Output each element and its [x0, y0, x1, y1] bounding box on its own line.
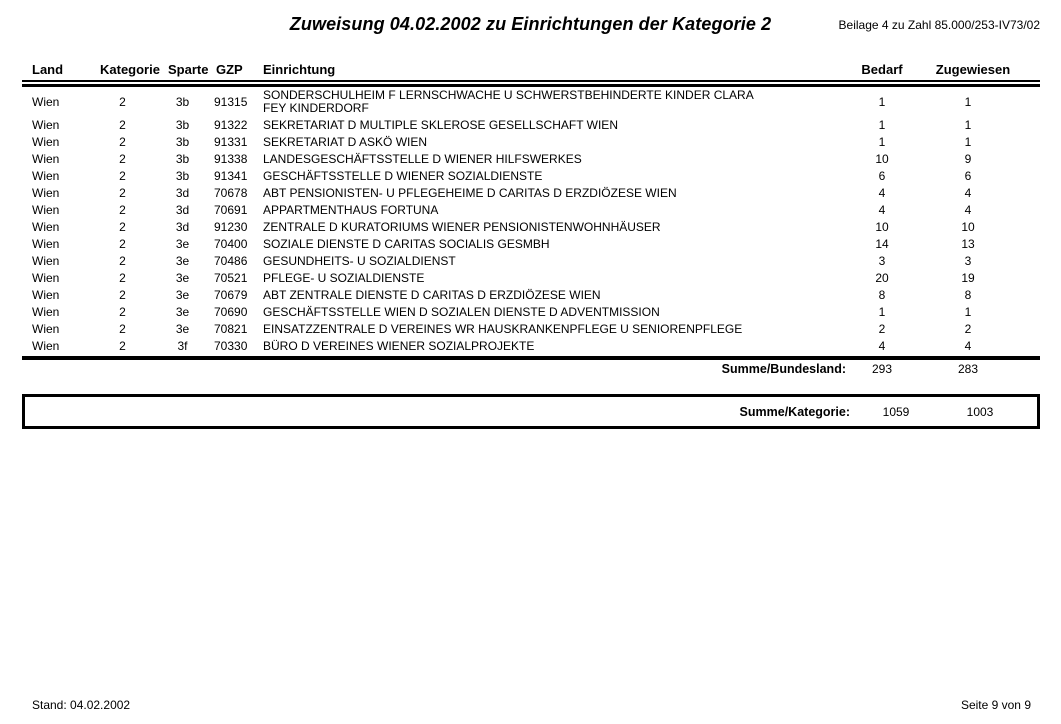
cell-einrichtung: BÜRO D VEREINES WIENER SOZIALPROJEKTE: [263, 339, 535, 353]
cell-zugewiesen: 4: [964, 203, 972, 217]
table-row: [22, 87, 1040, 117]
cell-einrichtung: SEKRETARIAT D MULTIPLE SKLEROSE GESELLSCHAFT WIEN: [263, 118, 618, 132]
cell-zugewiesen: 10: [961, 220, 975, 234]
cell-bedarf: 1: [878, 118, 886, 132]
cell-kategorie: 2: [119, 94, 126, 109]
table-row: [22, 134, 1040, 151]
col-header-land: Land: [22, 62, 92, 81]
table-row: [22, 151, 1040, 168]
cell-gzp: 70678: [214, 186, 248, 200]
cell-land: Wien: [32, 339, 60, 353]
col-header-einrichtung: Einrichtung: [261, 62, 858, 81]
table-row: [22, 117, 1040, 134]
cell-sparte: 3e: [175, 237, 190, 251]
table-row: [22, 202, 1040, 219]
cell-bedarf: 1: [878, 135, 886, 149]
reference-annotation: Beilage 4 zu Zahl 85.000/253-IV73/02: [838, 18, 1040, 32]
cell-bedarf: 1: [878, 94, 886, 109]
cell-gzp: 91322: [214, 118, 248, 132]
cell-sparte: 3b: [175, 135, 190, 149]
cell-bedarf: 8: [878, 288, 886, 302]
cell-einrichtung: GESUNDHEITS- U SOZIALDIENST: [263, 254, 456, 268]
sum-kategorie-zugewiesen: 1003: [966, 404, 994, 419]
cell-sparte: 3b: [175, 118, 190, 132]
cell-gzp: 91331: [214, 135, 248, 149]
cell-sparte: 3e: [175, 254, 190, 268]
table-header: [22, 62, 1040, 87]
table-row: [22, 168, 1040, 185]
sum-kategorie-bedarf: 1059: [882, 404, 910, 419]
cell-sparte: 3d: [175, 220, 190, 234]
table-row: [22, 287, 1040, 304]
cell-sparte: 3f: [177, 339, 188, 353]
cell-kategorie: 2: [119, 237, 126, 251]
cell-gzp: 91338: [214, 152, 248, 166]
cell-land: Wien: [32, 169, 60, 183]
cell-land: Wien: [32, 186, 60, 200]
cell-bedarf: 4: [878, 186, 886, 200]
cell-bedarf: 6: [878, 169, 886, 183]
table-row: [22, 219, 1040, 236]
cell-land: Wien: [32, 220, 60, 234]
table-row: [22, 185, 1040, 202]
cell-gzp: 91230: [214, 220, 248, 234]
cell-land: Wien: [32, 271, 60, 285]
table-row: [22, 304, 1040, 321]
cell-gzp: 70679: [214, 288, 248, 302]
cell-land: Wien: [32, 203, 60, 217]
cell-zugewiesen: 9: [964, 152, 972, 166]
footer-page-number: Seite 9 von 9: [960, 698, 1031, 712]
sum-bundesland-zugewiesen: 283: [957, 362, 979, 376]
cell-einrichtung: ABT PENSIONISTEN- U PFLEGEHEIME D CARITAS D ERZDIÖZESE WIEN: [263, 186, 677, 200]
cell-land: Wien: [32, 94, 60, 109]
cell-zugewiesen: 8: [964, 288, 972, 302]
cell-kategorie: 2: [119, 254, 126, 268]
cell-einrichtung: SONDERSCHULHEIM F LERNSCHWACHE U SCHWERSTBEHINDERTE KINDER CLARA FEY KINDERDORF: [263, 88, 754, 115]
cell-zugewiesen: 1: [964, 118, 972, 132]
cell-kategorie: 2: [119, 339, 126, 353]
table-row: [22, 338, 1040, 355]
page-footer: [0, 698, 1061, 712]
cell-gzp: 91341: [214, 169, 248, 183]
cell-sparte: 3e: [175, 322, 190, 336]
cell-bedarf: 4: [878, 203, 886, 217]
table-row: [22, 236, 1040, 253]
cell-einrichtung: APPARTMENTHAUS FORTUNA: [263, 203, 439, 217]
cell-kategorie: 2: [119, 135, 126, 149]
cell-land: Wien: [32, 305, 60, 319]
table-row: [22, 270, 1040, 287]
cell-kategorie: 2: [119, 271, 126, 285]
cell-bedarf: 20: [875, 271, 889, 285]
cell-einrichtung: EINSATZZENTRALE D VEREINES WR HAUSKRANKENPFLEGE U SENIORENPFLEGE: [263, 322, 743, 336]
cell-gzp: 70330: [214, 339, 248, 353]
cell-sparte: 3e: [175, 271, 190, 285]
cell-bedarf: 10: [875, 152, 889, 166]
cell-einrichtung: LANDESGESCHÄFTSSTELLE D WIENER HILFSWERKES: [263, 152, 582, 166]
table-row: [22, 321, 1040, 338]
col-header-sparte: Sparte: [165, 62, 214, 81]
cell-einrichtung: SOZIALE DIENSTE D CARITAS SOCIALIS GESMBH: [263, 237, 550, 251]
cell-kategorie: 2: [119, 288, 126, 302]
table-row: [22, 253, 1040, 270]
cell-land: Wien: [32, 118, 60, 132]
sum-bundesland-row: [22, 360, 1040, 378]
sum-bundesland-label: Summe/Bundesland:: [721, 362, 846, 376]
cell-zugewiesen: 19: [961, 271, 975, 285]
cell-einrichtung: ABT ZENTRALE DIENSTE D CARITAS D ERZDIÖZESE WIEN: [263, 288, 601, 302]
cell-land: Wien: [32, 152, 60, 166]
cell-sparte: 3d: [175, 186, 190, 200]
cell-zugewiesen: 2: [964, 322, 972, 336]
document-header: [0, 0, 1061, 48]
cell-land: Wien: [32, 237, 60, 251]
cell-sparte: 3b: [175, 94, 190, 109]
cell-bedarf: 4: [878, 339, 886, 353]
col-header-zugewiesen: Zugewiesen: [906, 62, 1040, 81]
cell-kategorie: 2: [119, 305, 126, 319]
cell-kategorie: 2: [119, 322, 126, 336]
cell-einrichtung: SEKRETARIAT D ASKÖ WIEN: [263, 135, 428, 149]
table-footer: [22, 355, 1040, 378]
cell-gzp: 70691: [214, 203, 248, 217]
cell-bedarf: 2: [878, 322, 886, 336]
cell-bedarf: 14: [875, 237, 889, 251]
cell-bedarf: 3: [878, 254, 886, 268]
cell-gzp: 70821: [214, 322, 248, 336]
cell-gzp: 70400: [214, 237, 248, 251]
cell-land: Wien: [32, 254, 60, 268]
cell-zugewiesen: 4: [964, 339, 972, 353]
cell-einrichtung: GESCHÄFTSSTELLE D WIENER SOZIALDIENSTE: [263, 169, 543, 183]
cell-zugewiesen: 6: [964, 169, 972, 183]
cell-kategorie: 2: [119, 169, 126, 183]
cell-sparte: 3d: [175, 203, 190, 217]
cell-kategorie: 2: [119, 220, 126, 234]
page-title: Zuweisung 04.02.2002 zu Einrichtungen der Kategorie 2: [289, 14, 772, 34]
cell-gzp: 70521: [214, 271, 248, 285]
cell-land: Wien: [32, 135, 60, 149]
cell-gzp: 70486: [214, 254, 248, 268]
cell-land: Wien: [32, 288, 60, 302]
footer-stand: Stand: 04.02.2002: [32, 698, 131, 712]
cell-kategorie: 2: [119, 203, 126, 217]
sum-kategorie-label: Summe/Kategorie:: [739, 404, 850, 419]
cell-einrichtung: ZENTRALE D KURATORIUMS WIENER PENSIONISTENWOHNHÄUSER: [263, 220, 661, 234]
col-header-kategorie: Kategorie: [92, 62, 165, 81]
cell-land: Wien: [32, 322, 60, 336]
sum-kategorie-box: [22, 394, 1040, 429]
col-header-gzp: GZP: [214, 62, 261, 81]
cell-zugewiesen: 3: [964, 254, 972, 268]
cell-zugewiesen: 1: [964, 305, 972, 319]
cell-bedarf: 10: [875, 220, 889, 234]
cell-zugewiesen: 13: [961, 237, 975, 251]
cell-kategorie: 2: [119, 186, 126, 200]
cell-zugewiesen: 1: [964, 94, 972, 109]
cell-bedarf: 1: [878, 305, 886, 319]
cell-einrichtung: GESCHÄFTSSTELLE WIEN D SOZIALEN DIENSTE D ADVENTMISSION: [263, 305, 660, 319]
cell-einrichtung: PFLEGE- U SOZIALDIENSTE: [263, 271, 425, 285]
col-header-bedarf: Bedarf: [858, 62, 906, 81]
cell-sparte: 3e: [175, 288, 190, 302]
cell-gzp: 91315: [214, 94, 248, 109]
sum-bundesland-bedarf: 293: [871, 362, 893, 376]
cell-gzp: 70690: [214, 305, 248, 319]
table-body: [22, 87, 1040, 355]
cell-sparte: 3b: [175, 169, 190, 183]
cell-kategorie: 2: [119, 118, 126, 132]
assignments-table: [22, 62, 1040, 378]
cell-sparte: 3e: [175, 305, 190, 319]
cell-kategorie: 2: [119, 152, 126, 166]
table-header-row: [22, 62, 1040, 81]
cell-zugewiesen: 1: [964, 135, 972, 149]
cell-zugewiesen: 4: [964, 186, 972, 200]
cell-sparte: 3b: [175, 152, 190, 166]
